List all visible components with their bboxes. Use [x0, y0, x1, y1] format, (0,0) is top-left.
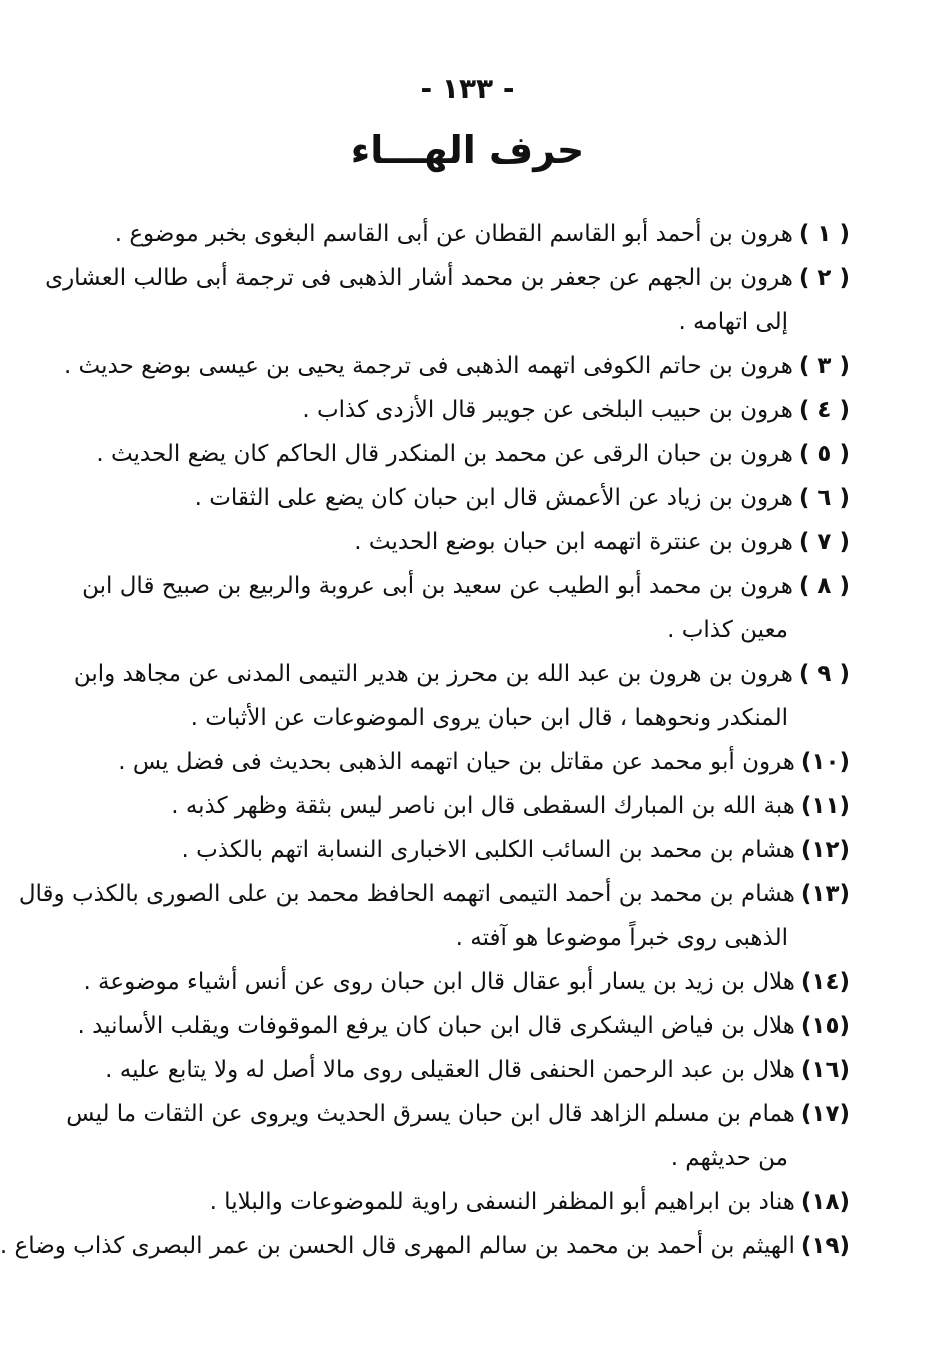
- entry-text: هرون بن أحمد أبو القاسم القطان عن أبى القاسم البغوى بخبر موضوع .: [114, 221, 793, 247]
- list-item: [100, 212, 850, 256]
- entry-list: [0, 212, 850, 1268]
- entry-number: (١٣): [800, 881, 850, 907]
- entry-number: ( ١ ): [798, 221, 850, 247]
- entry-text: هناد بن ابراهيم أبو المظفر النسفى راوية للموضوعات والبلايا .: [209, 1189, 795, 1215]
- list-item: [100, 784, 850, 828]
- list-item: [100, 1048, 850, 1092]
- entry-first-line: [100, 520, 850, 564]
- list-item: [73, 652, 850, 740]
- entry-number: ( ٢ ): [798, 265, 850, 291]
- entry-continuation: من حديثهم .: [670, 1145, 788, 1171]
- entry-first-line: [77, 1004, 850, 1048]
- entry-first-line: [100, 212, 850, 256]
- entry-text: هرون بن عنترة اتهمه ابن حبان بوضع الحديث .: [354, 529, 793, 555]
- entry-number: (١٨): [800, 1189, 850, 1215]
- entry-number: (١٧): [800, 1101, 850, 1127]
- entry-first-line: [100, 784, 850, 828]
- entry-text: الهيثم بن أحمد بن محمد بن سالم المهرى قال الحسن بن عمر البصرى كذاب وضاع .: [0, 1233, 795, 1259]
- entry-first-line: [73, 652, 850, 696]
- entry-text: هبة الله بن المبارك السقطى قال ابن ناصر ليس بثقة وظهر كذبه .: [171, 793, 795, 819]
- entry-first-line: [63, 344, 850, 388]
- list-item: [100, 520, 850, 564]
- entry-continuation: إلى اتهامه .: [678, 309, 788, 335]
- entry-number: (١٤): [800, 969, 850, 995]
- entry-number: ( ٦ ): [798, 485, 850, 511]
- entry-first-line: [66, 1092, 850, 1136]
- entry-text: هلال بن عبد الرحمن الحنفى قال العقيلى روى مالا أصل له ولا يتابع عليه .: [105, 1057, 795, 1083]
- list-item: [100, 476, 850, 520]
- entry-first-line: [96, 432, 850, 476]
- list-item: [18, 872, 850, 960]
- list-item: [0, 1224, 850, 1268]
- entry-text: هشام بن محمد بن السائب الكلبى الاخبارى النسابة اتهم بالكذب .: [181, 837, 795, 863]
- entry-first-line: [0, 1224, 850, 1268]
- entry-number: ( ٨ ): [798, 573, 850, 599]
- list-item: [96, 432, 850, 476]
- entry-text: همام بن مسلم الزاهد قال ابن حبان يسرق الحديث ويروى عن الثقات ما ليس: [66, 1101, 795, 1127]
- entry-first-line: [100, 1048, 850, 1092]
- entry-first-line: [45, 256, 850, 300]
- list-item: [83, 960, 850, 1004]
- entry-text: هرون أبو محمد عن مقاتل بن حيان اتهمه الذهبى بحديث فى فضل يس .: [118, 749, 795, 775]
- list-item: [63, 344, 850, 388]
- list-item: [100, 1180, 850, 1224]
- list-item: [82, 564, 850, 652]
- entry-continuation: معين كذاب .: [667, 617, 788, 643]
- entry-text: هرون بن محمد أبو الطيب عن سعيد بن أبى عروبة والربيع بن صبيح قال ابن: [82, 573, 793, 599]
- entry-number: (١٠): [800, 749, 850, 775]
- entry-number: ( ٩ ): [798, 661, 850, 687]
- entry-first-line: [83, 960, 850, 1004]
- entry-number: ( ٥ ): [798, 441, 850, 467]
- entry-text: هشام بن محمد بن أحمد التيمى اتهمه الحافظ محمد بن على الصورى بالكذب وقال: [18, 881, 795, 907]
- list-item: [66, 1092, 850, 1180]
- entry-number: ( ٣ ): [798, 353, 850, 379]
- entry-number: (١٢): [800, 837, 850, 863]
- entry-text: هرون بن الجهم عن جعفر بن محمد أشار الذهبى فى ترجمة أبى طالب العشارى: [45, 265, 793, 291]
- entry-number: (١٥): [800, 1013, 850, 1039]
- entry-first-line: [82, 564, 850, 608]
- entry-first-line: [18, 872, 850, 916]
- entry-first-line: [100, 828, 850, 872]
- entry-number: (١١): [800, 793, 850, 819]
- entry-first-line: [100, 740, 850, 784]
- section-title: حرف الهـــاء: [350, 128, 585, 172]
- entry-number: (١٦): [800, 1057, 850, 1083]
- page-number: - ١٣٣ -: [420, 72, 515, 105]
- list-item: [100, 740, 850, 784]
- entry-number: ( ٤ ): [798, 397, 850, 423]
- entry-continuation: المنكدر ونحوهما ، قال ابن حبان يروى الموضوعات عن الأثبات .: [190, 705, 788, 731]
- entry-continuation: الذهبى روى خبراً موضوعا هو آفته .: [455, 925, 788, 951]
- entry-text: هلال بن زيد بن يسار أبو عقال قال ابن حبان روى عن أنس أشياء موضوعة .: [83, 969, 795, 995]
- entry-first-line: [100, 1180, 850, 1224]
- entry-first-line: [100, 476, 850, 520]
- entry-text: هلال بن فياض اليشكرى قال ابن حبان كان يرفع الموقوفات ويقلب الأسانيد .: [77, 1013, 795, 1039]
- entry-text: هرون بن زياد عن الأعمش قال ابن حبان كان يضع على الثقات .: [194, 485, 793, 511]
- entry-text: هرون بن حبان الرقى عن محمد بن المنكدر قال الحاكم كان يضع الحديث .: [96, 441, 793, 467]
- list-item: [77, 1004, 850, 1048]
- entry-number: (١٩): [800, 1233, 850, 1259]
- entry-text: هرون بن هرون بن عبد الله بن محرز بن هدير التيمى المدنى عن مجاهد وابن: [73, 661, 793, 687]
- entry-text: هرون بن حاتم الكوفى اتهمه الذهبى فى ترجمة يحيى بن عيسى بوضع حديث .: [63, 353, 793, 379]
- entry-number: ( ٧ ): [798, 529, 850, 555]
- list-item: [100, 828, 850, 872]
- list-item: [100, 388, 850, 432]
- entry-first-line: [100, 388, 850, 432]
- list-item: [45, 256, 850, 344]
- entry-text: هرون بن حبيب البلخى عن جويبر قال الأزدى كذاب .: [302, 397, 793, 423]
